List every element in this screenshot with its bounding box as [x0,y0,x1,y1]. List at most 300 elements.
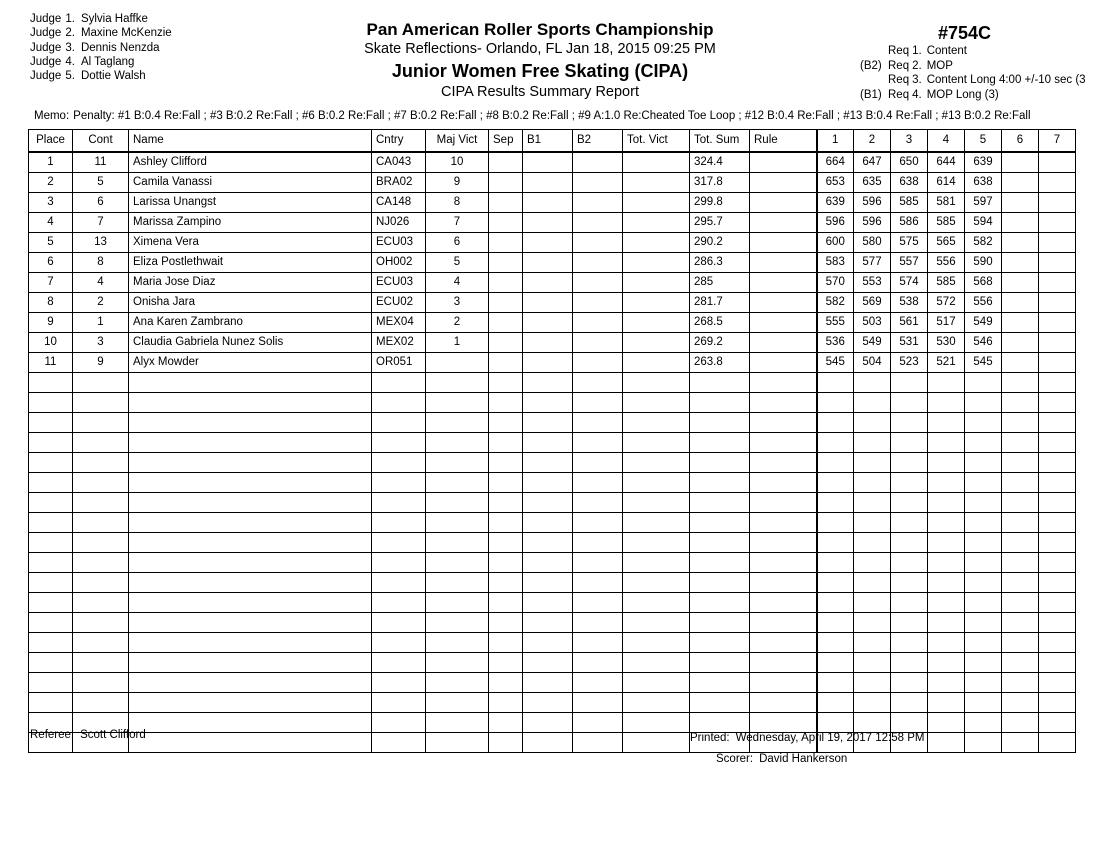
cell-tot-sum: 295.7 [690,213,750,233]
requirement-label: Req [888,59,910,72]
cell-empty [489,533,523,553]
column-header[interactable]: B2 [573,130,623,153]
cell-empty [573,373,623,393]
cell-b1 [523,213,573,233]
cell-empty [854,613,891,633]
cell-judge-score-1: 664 [817,152,854,173]
cell-empty [573,473,623,493]
table-row[interactable] [29,293,1076,313]
printed-line [690,728,924,749]
cell-empty [750,693,817,713]
cell-empty [426,453,489,473]
table-row-empty[interactable] [29,533,1076,553]
cell-judge-score-1: 653 [817,173,854,193]
cell-empty [129,533,372,553]
cell-empty [1002,533,1039,553]
table-row-empty[interactable] [29,513,1076,533]
cell-empty [372,393,426,413]
cell-empty [750,553,817,573]
table-row-empty[interactable] [29,433,1076,453]
cell-empty [372,493,426,513]
cell-b1 [523,293,573,313]
cell-empty [1002,733,1039,753]
cell-empty [690,553,750,573]
cell-judge-score-1: 582 [817,293,854,313]
cell-judge-score-2: 504 [854,353,891,373]
venue-datetime: Skate Reflections- Orlando, FL Jan 18, 2015 09:25 PM [364,41,716,57]
table-row-empty[interactable] [29,413,1076,433]
cell-empty [426,413,489,433]
cell-judge-score-3: 538 [891,293,928,313]
cell-cont: 6 [73,193,129,213]
results-table [28,129,1076,753]
table-row-empty[interactable] [29,693,1076,713]
cell-b2 [573,293,623,313]
column-header[interactable]: Tot. Sum [690,130,750,153]
cell-empty [817,613,854,633]
cell-tot-vict [623,293,690,313]
cell-empty [523,433,573,453]
table-row-empty[interactable] [29,673,1076,693]
judge-label: Judge [30,13,62,25]
cell-empty [690,493,750,513]
cell-rule [750,313,817,333]
cell-empty [523,553,573,573]
column-header[interactable]: B1 [523,130,573,153]
cell-tot-sum: 286.3 [690,253,750,273]
cell-cntry: OR051 [372,353,426,373]
cell-place: 2 [29,173,73,193]
judge-entry [30,55,172,69]
cell-sep [489,193,523,213]
cell-empty [129,593,372,613]
cell-b1 [523,313,573,333]
cell-empty [623,433,690,453]
cell-sep [489,273,523,293]
cell-empty [426,373,489,393]
cell-empty [965,633,1002,653]
cell-empty [426,513,489,533]
table-row[interactable] [29,333,1076,353]
scorer-line [690,749,924,770]
cell-maj-vict: 2 [426,313,489,333]
cell-empty [965,693,1002,713]
cell-empty [29,573,73,593]
column-header[interactable]: Maj Vict [426,130,489,153]
cell-judge-score-1: 600 [817,233,854,253]
cell-empty [129,673,372,693]
table-row-empty[interactable] [29,453,1076,473]
cell-empty [426,613,489,633]
cell-judge-score-7 [1039,333,1076,353]
table-row[interactable] [29,353,1076,373]
cell-judge-score-3: 557 [891,253,928,273]
cell-empty [928,573,965,593]
event-number: #754C [938,23,992,43]
cell-empty [965,413,1002,433]
cell-cont: 5 [73,173,129,193]
cell-empty [73,593,129,613]
table-row[interactable] [29,213,1076,233]
cell-cntry: ECU03 [372,273,426,293]
cell-empty [750,593,817,613]
judge-number: 4. [65,55,75,68]
cell-empty [523,613,573,633]
cell-empty [854,413,891,433]
cell-empty [690,573,750,593]
cell-empty [29,493,73,513]
judge-name: Sylvia Haffke [80,13,148,25]
cell-empty [1002,653,1039,673]
cell-maj-vict: 4 [426,273,489,293]
cell-b2 [573,313,623,333]
cell-empty [965,373,1002,393]
cell-empty [690,373,750,393]
cell-empty [372,673,426,693]
cell-empty [623,553,690,573]
cell-empty [817,693,854,713]
requirement-text: Content [926,45,967,57]
column-header[interactable]: 2 [854,130,891,153]
cell-empty [817,573,854,593]
cell-judge-score-7 [1039,152,1076,173]
cell-judge-score-3: 585 [891,193,928,213]
cell-cntry: OH002 [372,253,426,273]
judge-number: 5. [65,70,75,83]
table-row-empty[interactable] [29,573,1076,593]
cell-tot-vict [623,152,690,173]
cell-empty [426,713,489,733]
cell-empty [372,633,426,653]
cell-empty [690,653,750,673]
cell-empty [891,453,928,473]
cell-tot-sum: 269.2 [690,333,750,353]
cell-empty [523,513,573,533]
cell-judge-score-1: 639 [817,193,854,213]
cell-empty [854,433,891,453]
cell-empty [129,473,372,493]
cell-sep [489,213,523,233]
cell-empty [573,533,623,553]
cell-judge-score-6 [1002,213,1039,233]
cell-empty [489,433,523,453]
cell-empty [573,693,623,713]
cell-empty [129,493,372,513]
cell-empty [1039,393,1076,413]
cell-sep [489,353,523,373]
column-header[interactable]: Rule [750,130,817,153]
judge-name: Dottie Walsh [80,70,146,83]
judge-name: Maxine McKenzie [80,27,172,40]
cell-empty [623,673,690,693]
cell-name: Ashley Clifford [129,152,372,173]
judge-name: Dennis Nenzda [80,41,160,54]
cell-empty [573,553,623,573]
cell-judge-score-4: 565 [928,233,965,253]
requirements-list [860,44,1100,102]
cell-empty [891,633,928,653]
requirement-text: MOP [926,59,953,72]
cell-empty [29,693,73,713]
cell-empty [29,633,73,653]
cell-empty [573,413,623,433]
requirement-number: 4. [912,88,922,101]
cell-empty [73,653,129,673]
column-header[interactable]: Name [129,130,372,153]
column-header[interactable]: Place [29,130,73,153]
cell-empty [965,573,1002,593]
column-header[interactable]: 3 [891,130,928,153]
cell-empty [426,553,489,573]
requirement-text: MOP Long (3) [926,88,999,101]
cell-empty [750,513,817,533]
column-header[interactable]: 1 [817,130,854,153]
cell-empty [817,653,854,673]
cell-empty [854,373,891,393]
requirement-label: Req [888,45,910,57]
cell-empty [750,673,817,693]
cell-judge-score-2: 647 [854,152,891,173]
cell-b2 [573,333,623,353]
cell-judge-score-6 [1002,152,1039,173]
cell-empty [750,373,817,393]
cell-judge-score-3: 650 [891,152,928,173]
table-row-empty[interactable] [29,653,1076,673]
report-heading [280,20,800,102]
cell-judge-score-3: 575 [891,233,928,253]
referee-block [30,728,146,743]
cell-tot-vict [623,193,690,213]
cell-place: 1 [29,152,73,173]
cell-empty [523,633,573,653]
table-row-empty[interactable] [29,393,1076,413]
cell-maj-vict: 3 [426,293,489,313]
cell-empty [1002,413,1039,433]
cell-empty [891,393,928,413]
table-row[interactable] [29,173,1076,193]
cell-empty [965,553,1002,573]
table-row[interactable] [29,313,1076,333]
cell-empty [891,613,928,633]
cell-sep [489,253,523,273]
cell-empty [372,653,426,673]
cell-empty [1039,453,1076,473]
cell-empty [965,733,1002,753]
column-header[interactable]: Tot. Vict [623,130,690,153]
cell-tot-vict [623,273,690,293]
cell-judge-score-1: 583 [817,253,854,273]
cell-empty [129,433,372,453]
cell-empty [489,413,523,433]
column-header[interactable]: Cntry [372,130,426,153]
cell-cont: 11 [73,152,129,173]
cell-empty [891,553,928,573]
cell-empty [1039,673,1076,693]
cell-empty [854,593,891,613]
cell-empty [690,593,750,613]
cell-empty [817,373,854,393]
cell-empty [426,533,489,553]
table-row-empty[interactable] [29,613,1076,633]
cell-empty [1002,633,1039,653]
cell-empty [817,513,854,533]
cell-b2 [573,173,623,193]
table-row-empty[interactable] [29,373,1076,393]
cell-empty [623,473,690,493]
column-header[interactable]: 5 [965,130,1002,153]
cell-empty [854,633,891,653]
cell-empty [426,693,489,713]
cell-empty [29,373,73,393]
cell-judge-score-5: 597 [965,193,1002,213]
cell-judge-score-2: 596 [854,193,891,213]
cell-maj-vict: 5 [426,253,489,273]
cell-name: Alyx Mowder [129,353,372,373]
cell-empty [372,593,426,613]
judge-label: Judge [30,70,62,83]
cell-b1 [523,333,573,353]
scorer-label: Scorer: [716,753,754,765]
cell-empty [29,533,73,553]
cell-empty [129,513,372,533]
table-row-empty[interactable] [29,633,1076,653]
cell-empty [372,733,426,753]
cell-empty [623,453,690,473]
judge-label: Judge [30,41,62,54]
cell-empty [1039,553,1076,573]
cell-judge-score-4: 614 [928,173,965,193]
column-header[interactable]: Cont [73,130,129,153]
cell-empty [817,633,854,653]
column-header[interactable]: 6 [1002,130,1039,153]
cell-empty [690,613,750,633]
requirement-entry [860,88,1100,103]
cell-cntry: BRA02 [372,173,426,193]
cell-empty [372,453,426,473]
requirement-number: 2. [912,59,922,72]
cell-b2 [573,253,623,273]
cell-empty [1039,613,1076,633]
cell-judge-score-3: 523 [891,353,928,373]
cell-empty [817,453,854,473]
cell-empty [1002,573,1039,593]
cell-judge-score-6 [1002,313,1039,333]
table-row[interactable] [29,152,1076,173]
cell-empty [29,553,73,573]
cell-empty [523,493,573,513]
cell-b1 [523,273,573,293]
cell-b1 [523,253,573,273]
cell-empty [29,413,73,433]
cell-empty [573,653,623,673]
table-row[interactable] [29,193,1076,213]
requirement-bonus: (B1) [860,88,882,101]
cell-tot-sum: 281.7 [690,293,750,313]
table-row-empty[interactable] [29,473,1076,493]
column-header[interactable]: 4 [928,130,965,153]
cell-judge-score-1: 536 [817,333,854,353]
column-header[interactable]: Sep [489,130,523,153]
cell-empty [928,453,965,473]
judges-panel [30,12,172,83]
table-row[interactable] [29,273,1076,293]
cell-empty [928,413,965,433]
cell-empty [817,433,854,453]
cell-cntry: MEX04 [372,313,426,333]
cell-empty [1039,513,1076,533]
cell-empty [372,713,426,733]
cell-empty [965,493,1002,513]
table-row-empty[interactable] [29,493,1076,513]
cell-empty [523,473,573,493]
cell-empty [690,453,750,473]
cell-cont: 3 [73,333,129,353]
cell-empty [817,413,854,433]
cell-judge-score-7 [1039,193,1076,213]
cell-judge-score-4: 572 [928,293,965,313]
table-row[interactable] [29,233,1076,253]
cell-empty [623,373,690,393]
cell-empty [965,473,1002,493]
cell-judge-score-5: 568 [965,273,1002,293]
cell-empty [750,573,817,593]
cell-empty [817,473,854,493]
cell-empty [129,453,372,473]
table-row-empty[interactable] [29,593,1076,613]
cell-empty [1002,493,1039,513]
cell-empty [1002,473,1039,493]
cell-empty [965,393,1002,413]
cell-empty [1039,633,1076,653]
judge-label: Judge [30,27,62,40]
cell-empty [965,613,1002,633]
column-header[interactable]: 7 [1039,130,1076,153]
memo-line [34,109,1100,123]
cell-empty [489,453,523,473]
cell-tot-sum: 263.8 [690,353,750,373]
cell-empty [73,493,129,513]
cell-empty [965,673,1002,693]
judge-entry [30,41,172,55]
cell-tot-sum: 299.8 [690,193,750,213]
cell-judge-score-3: 638 [891,173,928,193]
table-row-empty[interactable] [29,553,1076,573]
memo-text: Penalty: #1 B:0.4 Re:Fall ; #3 B:0.2 Re:Fall ; #6 B:0.2 Re:Fall ; #7 B:0.2 Re:Fall ; #8 B:0.2 Re:Fall ; #9 A:1.0 Re:Cheated Toe Loop ; #12 B:0.4 Re:Fall ; #13 B:0.4 Re:Fall ; #13 B:0.2 Re:Fall [73,110,1031,122]
cell-judge-score-6 [1002,253,1039,273]
cell-judge-score-7 [1039,353,1076,373]
cell-judge-score-5: 556 [965,293,1002,313]
cell-judge-score-3: 561 [891,313,928,333]
table-row[interactable] [29,253,1076,273]
cell-empty [523,593,573,613]
cell-empty [690,513,750,533]
judge-number: 2. [65,27,75,40]
cell-rule [750,152,817,173]
cell-judge-score-7 [1039,213,1076,233]
cell-cntry: NJ026 [372,213,426,233]
cell-empty [750,493,817,513]
cell-empty [1039,593,1076,613]
memo-label: Memo: [34,110,70,122]
cell-empty [372,693,426,713]
cell-empty [690,693,750,713]
requirement-label: Req [888,88,910,101]
cell-tot-sum: 324.4 [690,152,750,173]
requirement-entry [860,73,1100,88]
cell-empty [129,373,372,393]
cell-empty [623,693,690,713]
cell-empty [523,373,573,393]
